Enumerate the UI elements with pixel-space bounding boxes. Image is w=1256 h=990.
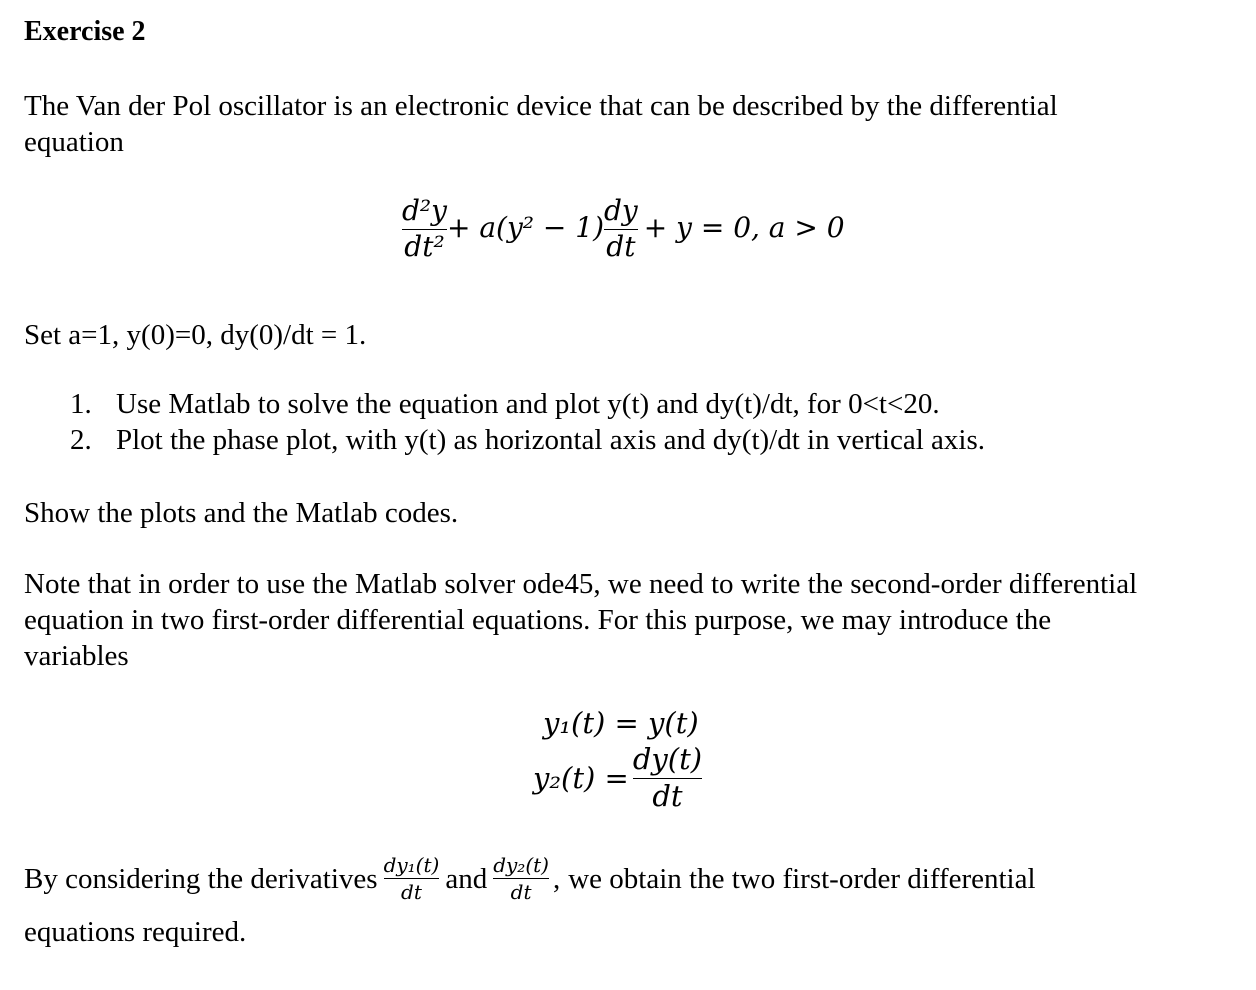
definition-y2	[533, 744, 702, 813]
ode-first-derivative-fraction	[604, 196, 638, 263]
ode-second-derivative-fraction	[402, 196, 447, 263]
task-text: Use Matlab to solve the equation and plot y(t) and dy(t)/dt, for 0<t<20.	[116, 388, 940, 420]
closing-text-before: By considering the derivatives	[24, 862, 378, 895]
ode-frac2-denominator: dt	[606, 229, 636, 263]
derivative-y1-denominator: dt	[401, 880, 422, 904]
ode-frac1-numerator: d²y	[402, 194, 447, 227]
derivative-y1-numerator: dy₁(t)	[383, 853, 440, 877]
ode-middle-term: + a(y² − 1)	[446, 210, 604, 244]
ode-frac2-numerator: dy	[604, 194, 638, 227]
task-text: Plot the phase plot, with y(t) as horizontal axis and dy(t)/dt in vertical axis.	[116, 424, 986, 456]
definition-y1: y₁(t) = y(t)	[543, 706, 699, 740]
derivative-y2-fraction	[493, 854, 549, 903]
closing-and: and	[445, 862, 488, 895]
task-item	[0, 424, 1256, 460]
closing-line-1	[24, 854, 1036, 903]
closing-text-after: we obtain the two first-order differential	[568, 862, 1036, 895]
ode-frac1-denominator: dt²	[404, 229, 445, 263]
ode-tail: + y = 0, a > 0	[643, 210, 845, 244]
derivative-y2-numerator: dy₂(t)	[493, 853, 549, 877]
intro-line-2: equation	[24, 126, 124, 158]
definition-y2-fraction	[633, 744, 702, 813]
definition-y2-lhs: y₂(t) =	[533, 761, 629, 796]
definition-y2-denominator: dt	[652, 778, 683, 813]
task-number: 1.	[70, 388, 92, 420]
definition-y2-numerator: dy(t)	[632, 742, 703, 776]
task-item	[0, 388, 1256, 424]
closing-line-2: equations required.	[24, 916, 247, 948]
exercise-heading: Exercise 2	[24, 16, 146, 47]
note-line-2: equation in two first-order differential equations. For this purpose, we may introduce the	[24, 604, 1052, 636]
note-line-3: variables	[24, 640, 129, 672]
task-number: 2.	[70, 424, 92, 456]
closing-comma: ,	[552, 862, 561, 895]
show-instruction: Show the plots and the Matlab codes.	[24, 497, 459, 529]
note-line-1: Note that in order to use the Matlab solver ode45, we need to write the second-order differential	[24, 568, 1138, 600]
derivative-y2-denominator: dt	[510, 880, 532, 904]
initial-conditions-line: Set a=1, y(0)=0, dy(0)/dt = 1.	[24, 319, 367, 351]
derivative-y1-fraction	[384, 854, 440, 903]
intro-line-1: The Van der Pol oscillator is an electronic device that can be described by the differential	[24, 90, 1058, 122]
ode-equation	[402, 196, 845, 263]
